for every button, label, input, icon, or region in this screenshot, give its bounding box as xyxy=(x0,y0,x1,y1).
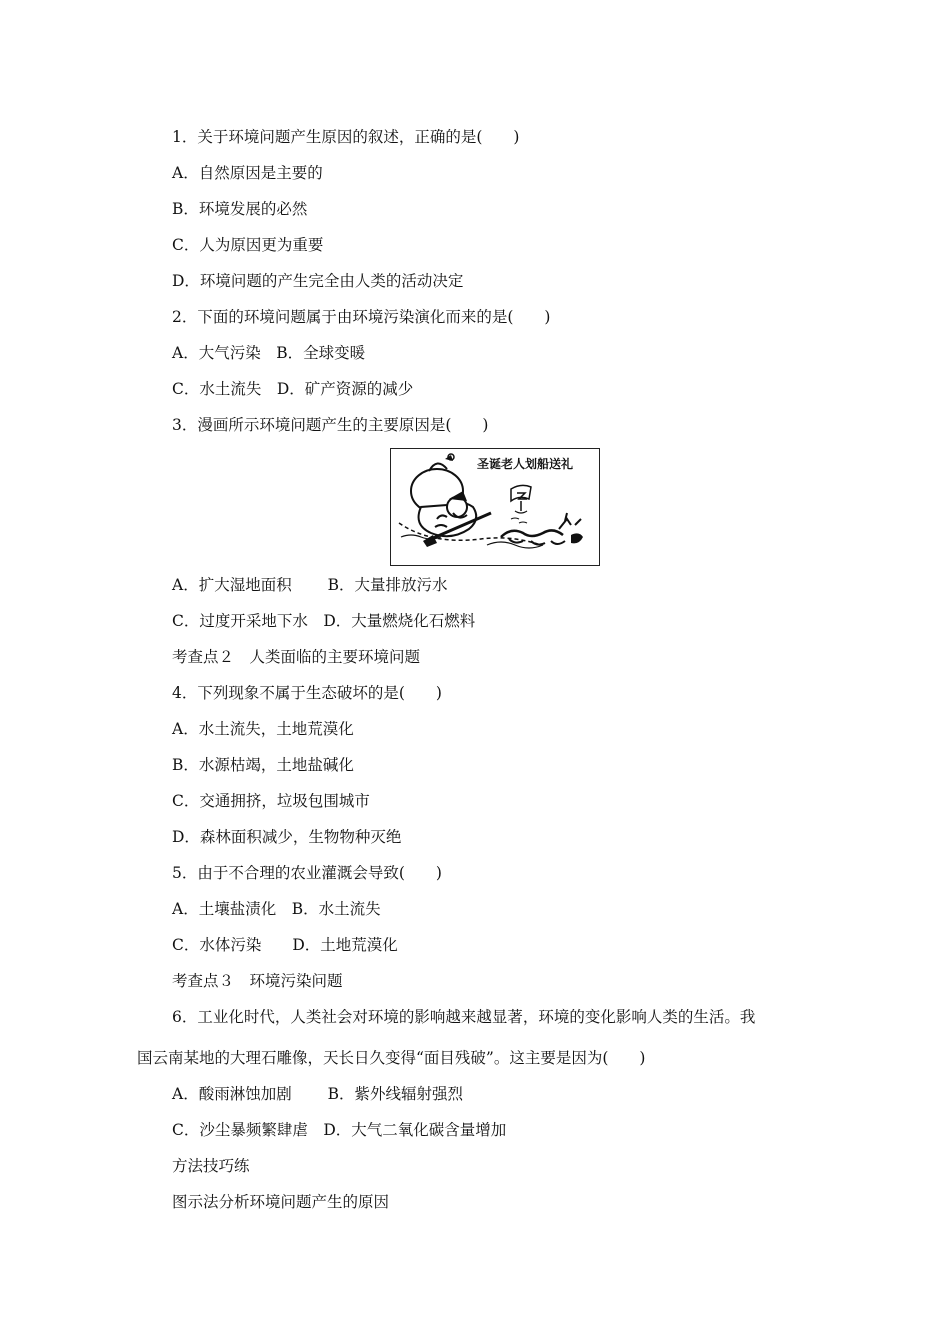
q1-option-d: D．环境问题的产生完全由人类的活动决定 xyxy=(172,272,464,290)
q4-option-b: B．水源枯竭，土地盐碱化 xyxy=(172,756,354,774)
q4-option-d: D．森林面积减少，生物物种灭绝 xyxy=(172,828,402,846)
q5-options-ab: A．土壤盐渍化 B．水土流失 xyxy=(172,900,381,918)
q1-option-b: B．环境发展的必然 xyxy=(172,200,308,218)
q2-options-cd: C．水土流失 D．矿产资源的减少 xyxy=(172,380,414,398)
q2-options-ab: A．大气污染 B．全球变暖 xyxy=(172,344,366,362)
q4-stem: 4．下列现象不属于生态破坏的是( ) xyxy=(172,684,442,702)
q6-stem-line1: 6．工业化时代，人类社会对环境的影响越来越显著，环境的变化影响人类的生活。我 xyxy=(172,1008,756,1026)
q3-options-ab: A．扩大湿地面积 B．大量排放污水 xyxy=(172,576,448,594)
q5-options-cd: C．水体污染 D．土地荒漠化 xyxy=(172,936,398,954)
q6-options-ab: A．酸雨淋蚀加剧 B．紫外线辐射强烈 xyxy=(172,1085,464,1103)
method-title: 方法技巧练 xyxy=(172,1157,250,1175)
q1-stem: 1．关于环境问题产生原因的叙述，正确的是( ) xyxy=(172,128,520,146)
q3-options-cd: C．过度开采地下水 D．大量燃烧化石燃料 xyxy=(172,612,476,630)
q1-option-c: C．人为原因更为重要 xyxy=(172,236,324,254)
q6-options-cd: C．沙尘暴频繁肆虐 D．大气二氧化碳含量增加 xyxy=(172,1121,507,1139)
q2-stem: 2．下面的环境问题属于由环境污染演化而来的是( ) xyxy=(172,308,551,326)
q1-option-a: A．自然原因是主要的 xyxy=(172,164,323,182)
q6-stem-line2: 国云南某地的大理石雕像，天长日久变得“面目残破”。这主要是因为( ) xyxy=(137,1049,646,1067)
q4-option-c: C．交通拥挤，垃圾包围城市 xyxy=(172,792,370,810)
q3-stem: 3．漫画所示环境问题产生的主要原因是( ) xyxy=(172,416,489,434)
cartoon-image xyxy=(390,448,600,566)
q4-option-a: A．水土流失，土地荒漠化 xyxy=(172,720,354,738)
cartoon-caption: 圣诞老人划船送礼 xyxy=(477,457,574,471)
section-heading-2: 考查点２ 人类面临的主要环境问题 xyxy=(172,648,421,666)
section-heading-3: 考查点３ 环境污染问题 xyxy=(172,972,343,990)
method-subtitle: 图示法分析环境问题产生的原因 xyxy=(172,1193,390,1211)
q5-stem: 5．由于不合理的农业灌溉会导致( ) xyxy=(172,864,442,882)
